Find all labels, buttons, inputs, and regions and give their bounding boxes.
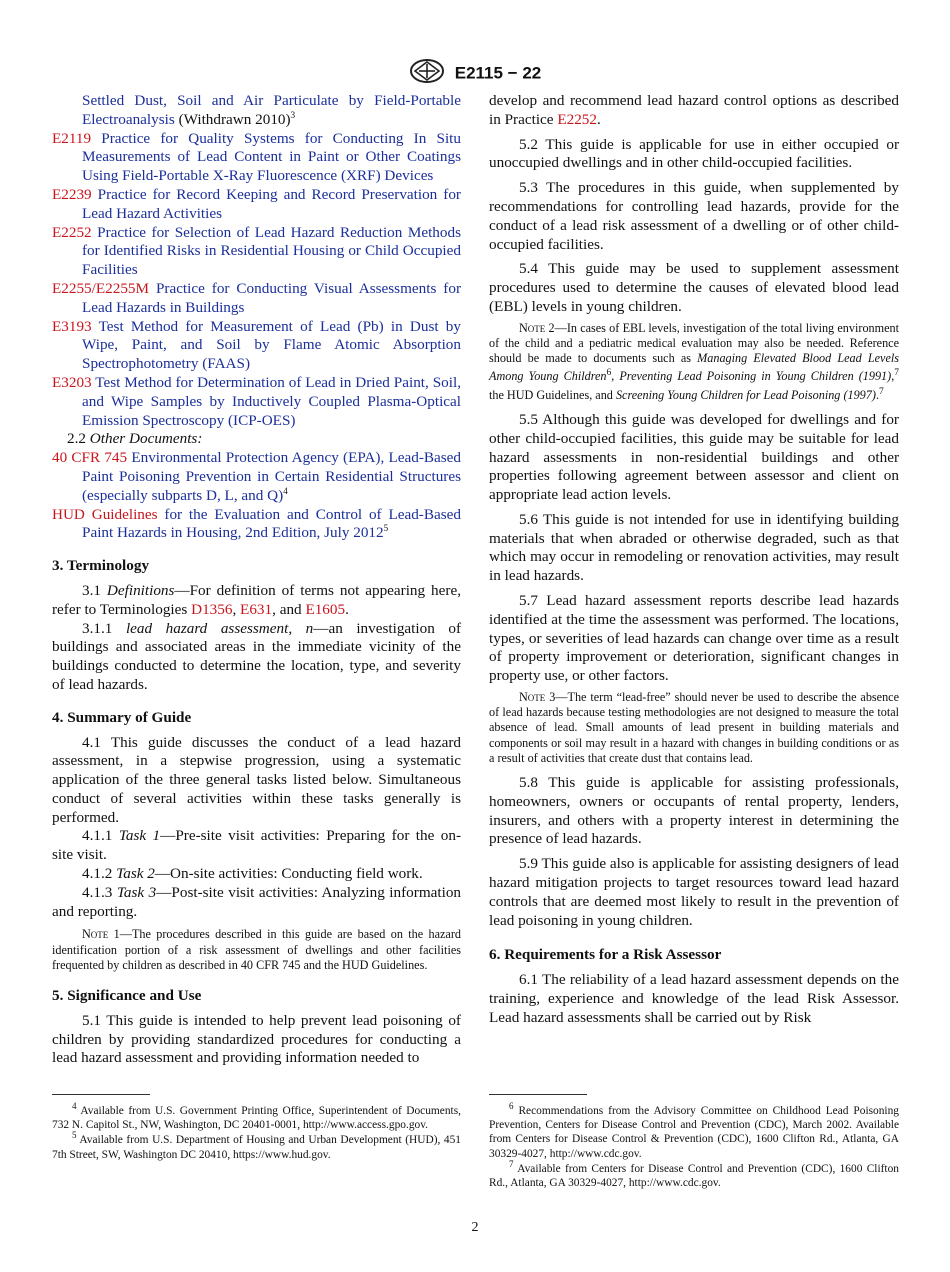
reference-entry bbox=[52, 224, 461, 280]
reference-suffix: (Withdrawn 2010) bbox=[174, 110, 291, 128]
paragraph-5-3: 5.3 The procedures in this guide, when supplemented by recommendations for controlling lead hazards, provide for the conduct of a lead risk assessment of a dwelling or of other child-occupied facilities. bbox=[489, 179, 899, 253]
page-number: 2 bbox=[471, 1220, 479, 1235]
reference-code[interactable]: E2255/E2255M bbox=[52, 279, 150, 297]
reference-link[interactable]: E2252 bbox=[557, 110, 597, 128]
footnote-divider bbox=[52, 1094, 150, 1095]
paragraph-4-1-3: 4.1.3 Task 3—Post-site visit activities: Analyzing information and reporting. bbox=[52, 883, 462, 920]
reference-title[interactable]: Test Method for Measurement of Lead (Pb) in Dust by Wipe, Paint, and Soil by Flame Atomic Absorption Spectrophotometry (FAAS) bbox=[82, 317, 461, 373]
reference-entry bbox=[52, 449, 461, 505]
paragraph-5-1: 5.1 This guide is intended to help prevent lead poisoning of children by providing standardized procedures for conducting a lead hazard assessment and providing information needed to bbox=[52, 1011, 461, 1067]
footnote-7: $^7$ Available from Centers for Disease Control and Prevention (CDC), 1600 Clifton Rd., Atlanta, GA 30329-4027, http://www.cdc.gov. bbox=[489, 1159, 899, 1190]
left-column bbox=[52, 92, 461, 1074]
reference-title[interactable]: Practice for Conducting Visual Assessments for Lead Hazards in Buildings bbox=[82, 279, 461, 316]
other-documents-heading: 2.2 Other Documents: bbox=[67, 430, 203, 448]
reference-link[interactable]: D1356 bbox=[191, 600, 233, 618]
reference-entry bbox=[52, 92, 461, 130]
reference-code[interactable]: E3193 bbox=[52, 317, 92, 335]
reference-entry bbox=[52, 130, 461, 186]
footnote-divider bbox=[489, 1094, 587, 1095]
paragraph-5-2: 5.2 This guide is applicable for use in either occupied or unoccupied dwellings and in other child-occupied facilities. bbox=[489, 135, 899, 172]
reference-link[interactable]: E1605 bbox=[305, 600, 346, 618]
paragraph-5-5: 5.5 Although this guide was developed for dwellings and for other child-occupied facilities, this guide may be suitable for lead hazard assessments in non-residential buildings and other properties following agreement between assessor and client on appropriate lead action levels. bbox=[489, 410, 899, 504]
paragraph-4-1-2: 4.1.2 Task 2—On-site activities: Conducting field work. bbox=[82, 865, 423, 883]
reference-entry bbox=[52, 186, 461, 224]
reference-entry bbox=[52, 374, 461, 430]
reference-title[interactable]: Settled Dust, Soil and Air Particulate by Field-Portable Electroanalysis bbox=[82, 92, 461, 128]
paragraph-6-1: 6.1 The reliability of a lead hazard assessment depends on the training, experience and knowledge of the lead Risk Assessor. Lead hazard assessments shall be carried out by Risk bbox=[489, 971, 899, 1026]
reference-title[interactable]: Environmental Protection Agency (EPA), Lead-Based Paint Poisoning Prevention in Certain Residential Structures (especially subparts D, L, and Q) bbox=[82, 449, 461, 504]
paragraph-3-1: 3.1 Definitions—For definition of terms not appearing here, refer to Terminologies D1356, E631, and E1605. bbox=[52, 581, 461, 618]
footnotes-right bbox=[489, 1101, 899, 1191]
right-column bbox=[489, 92, 899, 1034]
reference-entry bbox=[52, 280, 461, 318]
reference-code[interactable]: 40 CFR 745 bbox=[52, 449, 128, 467]
reference-entry bbox=[52, 318, 461, 374]
section-heading: 3. Terminology bbox=[52, 557, 150, 575]
reference-title[interactable]: Practice for Selection of Lead Hazard Reduction Methods for Identified Risks in Residential Housing or Child Occupied Facilities bbox=[82, 223, 461, 279]
footnote-6: $^6$ Recommendations from the Advisory Committee on Childhood Lead Poisoning Prevention, Centers for Disease Control and Prevention (CDC), March 2002. Available from Centers for Disease Control & Prevention (CDC), 1600 Clifton Rd., Atlanta, GA 30329-4027, http://www.cdc.gov. bbox=[489, 1101, 899, 1160]
paragraph-4-1: 4.1 This guide discusses the conduct of a lead hazard assessment, in a stepwise progression, using a systematic application of the three general tasks listed below. Simultaneous conduct of several activities within these tasks generally is performed. bbox=[52, 733, 461, 826]
section-heading: 5. Significance and Use bbox=[52, 987, 202, 1005]
paragraph-5-6: 5.6 This guide is not intended for use in identifying building materials that when abraded or otherwise degraded, such as that which may occur in remodeling or renovation activities, may result in lead hazards. bbox=[489, 510, 899, 585]
footnote-ref: 5 bbox=[383, 523, 389, 534]
reference-code[interactable]: HUD Guidelines bbox=[52, 505, 158, 523]
footnote-5: $^5$ Available from U.S. Department of Housing and Urban Development (HUD), 451 7th Street, SW, Washington DC 20410, https://www.hud.gov. bbox=[52, 1130, 461, 1161]
note-1: Note 1—The procedures described in this guide are based on the hazard identification portion of a risk assessment of dwellings and other facilities frequented by children as described in 40 CFR 745 and the HUD Guidelines. bbox=[52, 927, 461, 972]
astm-logo-icon bbox=[409, 58, 445, 89]
paragraph-5-7: 5.7 Lead hazard assessment reports describe lead hazards identified at the time the assessment was performed. The locations, types, or severities of lead hazards can change over time as a result of property improvement or deterioration, significant changes in property use, or other factors. bbox=[489, 592, 899, 685]
note-2: Note 2—In cases of EBL levels, investigation of the total living environment of the child and a pediatric medical evaluation may also be needed. Reference should be made to documents such as Managing Elevated Blood Lead Levels Among Young Children$^6$, Preventing Lead Poisoning in Young Children (1991),$^7$ the HUD Guidelines, and Screening Young Children for Lead Poisoning (1997).$^7$ bbox=[489, 320, 899, 402]
reference-title[interactable]: Practice for Record Keeping and Record Preservation for Lead Hazard Activities bbox=[82, 185, 461, 222]
section-heading: 4. Summary of Guide bbox=[52, 708, 192, 726]
paragraph-5-4: 5.4 This guide may be used to supplement assessment procedures used to determine the causes of elevated blood lead (EBL) levels in young children. bbox=[489, 260, 899, 315]
reference-code[interactable]: E2239 bbox=[52, 185, 92, 203]
section-heading: 6. Requirements for a Risk Assessor bbox=[489, 946, 722, 964]
paragraph-3-1-1: 3.1.1 lead hazard assessment, n—an investigation of buildings and associated areas in the immediate vicinity of the buildings conducted to determine the location, type, and severity of lead hazards. bbox=[52, 619, 462, 693]
paragraph-5-1-continued: develop and recommend lead hazard control options as described in Practice E2252. bbox=[489, 92, 899, 128]
reference-link[interactable]: E631 bbox=[240, 600, 273, 618]
footnote-ref: 4 bbox=[283, 485, 288, 496]
paragraph-5-9: 5.9 This guide also is applicable for assisting designers of lead hazard mitigation projects to target resources toward lead hazard controls that are deemed most likely to result in the prevention of lead poisoning in young children. bbox=[489, 855, 899, 929]
footnote-ref: 3 bbox=[290, 109, 296, 120]
reference-title[interactable]: Practice for Quality Systems for Conducting In Situ Measurements of Lead Content in Paint or Other Coatings Using Field-Portable X-Ray Fluorescence (XRF) Devices bbox=[82, 129, 461, 185]
reference-code[interactable]: E3203 bbox=[52, 373, 92, 391]
reference-entry bbox=[52, 506, 461, 544]
reference-title[interactable]: Test Method for Determination of Lead in Dried Paint, Soil, and Wipe Samples by Inductively Coupled Plasma-Optical Emission Spectroscopy (ICP-OES) bbox=[82, 373, 461, 429]
paragraph-5-8: 5.8 This guide is applicable for assisting professionals, homeowners, owners or occupants of rental property, lenders, insurers, and others with a property interest in determining the presence of lead hazards. bbox=[489, 774, 899, 848]
paragraph-4-1-1: 4.1.1 Task 1—Pre-site visit activities: Preparing for the on-site visit. bbox=[52, 827, 462, 864]
footnotes-left bbox=[52, 1101, 461, 1163]
reference-code[interactable]: E2119 bbox=[52, 129, 92, 147]
reference-title[interactable]: for the Evaluation and Control of Lead-Based Paint Hazards in Housing, 2nd Edition, July 2012 bbox=[82, 505, 461, 542]
reference-code[interactable]: E2252 bbox=[52, 223, 92, 241]
note-3: Note 3—The term “lead-free” should never be used to describe the absence of lead hazards because testing methodologies are not designed to measure the total absence of lead. Small amounts of lead present in building materials and components or soil may result in a hazard with changes in building conditions or as a result of activities that create dust that contains lead. bbox=[489, 690, 899, 765]
footnote-4: $^4$ Available from U.S. Government Printing Office, Superintendent of Documents, 732 N. Capitol St., NW, Washington, DC 20401-0001, http://www.access.gpo.gov. bbox=[52, 1101, 461, 1132]
document-id: E2115 − 22 bbox=[454, 63, 542, 83]
page-header bbox=[0, 58, 950, 89]
